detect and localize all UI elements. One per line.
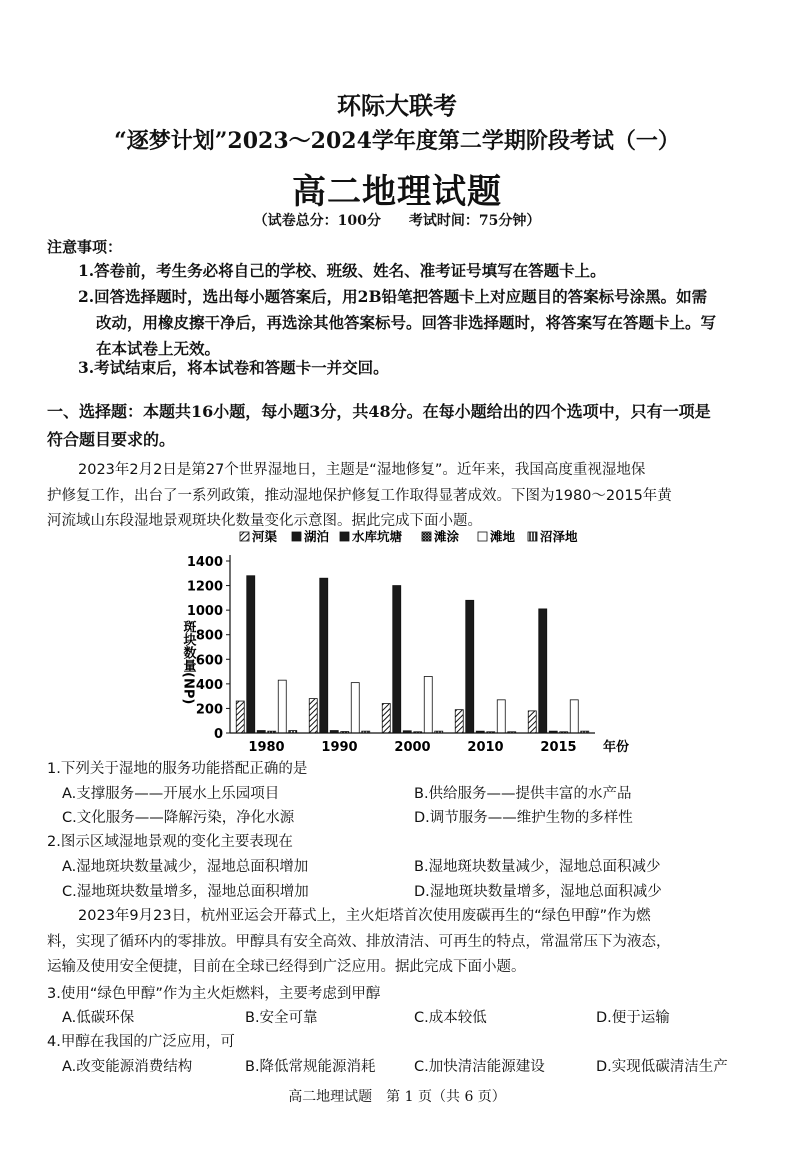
section-title-line: 符合题目要求的。 (47, 430, 176, 449)
question-stem: 2.图示区域湿地景观的变化主要表现在 (47, 834, 293, 850)
wetland-patch-chart (160, 525, 650, 755)
option-b: B.供给服务——提供丰富的水产品 (414, 786, 632, 802)
passage-line: 河流域山东段湿地景观斑块化数量变化示意图。据此完成下面小题。 (47, 513, 482, 529)
bars (236, 576, 589, 733)
x-axis (230, 733, 629, 755)
x-tick-label: 2000 (394, 740, 431, 755)
y-tick-label: 0 (213, 727, 223, 742)
question-stem: 3.使用“绿色甲醇”作为主火炬燃料，主要考虑到甲醇 (47, 986, 381, 1002)
option-a: A.低碳环保 (62, 1010, 135, 1026)
chart-legend (240, 529, 578, 544)
option-c: C.加快清洁能源建设 (414, 1059, 545, 1075)
x-axis-label: 年份 (603, 740, 630, 755)
y-tick-label: 1400 (186, 555, 223, 570)
y-tick-label: 600 (195, 653, 223, 669)
passage-line: 2023年2月2日是第27个世界湿地日，主题是“湿地修复”。近年来，我国高度重视湿地保 (78, 462, 646, 478)
bar-湖泊-1980 (247, 576, 255, 733)
x-tick-label: 1990 (321, 740, 358, 755)
page-footer: 高二地理试题 第 1 页（共 6 页） (288, 1089, 506, 1105)
y-axis-label: 斑块数量(NP) (180, 620, 196, 705)
option-b: B.湿地斑块数量减少，湿地总面积减少 (414, 859, 661, 875)
x-tick-label: 1980 (248, 740, 285, 755)
bar-河渠-2010 (455, 710, 463, 733)
note-item: 1.答卷前，考生务必将自己的学校、班级、姓名、准考证号填写在答题卡上。 (78, 261, 606, 280)
option-d: D.调节服务——维护生物的多样性 (414, 810, 633, 826)
bar-河渠-1980 (236, 701, 244, 733)
exam-info: （试卷总分：100分 考试时间：75分钟） (253, 213, 541, 229)
legend-label: 滩地 (490, 529, 516, 544)
x-tick-label: 2015 (540, 740, 577, 755)
option-d: D.湿地斑块数量增多，湿地总面积减少 (414, 884, 662, 900)
option-b: B.降低常规能源消耗 (245, 1059, 376, 1075)
bar-河渠-1990 (309, 699, 317, 733)
legend-swatch (340, 532, 349, 541)
passage-line: 2023年9月23日，杭州亚运会开幕式上，主火炬塔首次使用废碳再生的“绿色甲醇”作为燃 (78, 908, 651, 924)
page-title: 高二地理试题 (292, 172, 502, 212)
legend-swatch (478, 532, 487, 541)
option-c: C.成本较低 (414, 1010, 487, 1026)
passage-line: 护修复工作，出台了一系列政策，推动湿地保护修复工作取得显著成效。下图为1980～2015年黄 (47, 488, 672, 504)
bar-湖泊-2010 (466, 600, 474, 733)
legend-swatch (528, 532, 537, 541)
bar-河渠-2015 (528, 711, 536, 733)
legend-swatch (292, 532, 301, 541)
option-d: D.便于运输 (596, 1010, 670, 1026)
legend-label: 水库坑塘 (352, 529, 403, 544)
bar-河渠-2000 (382, 704, 390, 733)
bar-滩地-2015 (570, 700, 578, 733)
exam-org-title: 环际大联考 (337, 91, 457, 120)
notes-heading: 注意事项： (47, 238, 123, 256)
y-axis (181, 555, 231, 742)
bar-湖泊-2000 (393, 586, 401, 733)
note-item: 2.回答选择题时，选出每小题答案后，用2B铅笔把答题卡上对应题目的答案标号涂黑。如需 (78, 287, 708, 306)
y-tick-label: 1000 (186, 604, 223, 620)
bar-湖泊-1990 (320, 578, 328, 733)
y-tick-label: 1200 (186, 579, 223, 595)
option-d: D.实现低碳清洁生产 (596, 1059, 728, 1075)
section-title-line: 一、选择题：本题共16小题，每小题3分，共48分。在每小题给出的四个选项中，只有一项是 (47, 402, 711, 421)
legend-label: 滩涂 (434, 529, 460, 544)
option-c: C.文化服务——降解污染，净化水源 (62, 810, 295, 826)
bar-滩地-1990 (351, 683, 359, 733)
legend-label: 沼泽地 (540, 529, 578, 544)
option-c: C.湿地斑块数量增多，湿地总面积增加 (62, 884, 309, 900)
legend-swatch (240, 532, 249, 541)
passage-line: 料，实现了循环内的零排放。甲醇具有安全高效、排放清洁、可再生的特点，常温常压下为液态， (47, 934, 671, 950)
section-title (47, 398, 761, 454)
passage-line: 运输及使用安全便捷，目前在全球已经得到广泛应用。据此完成下面小题。 (47, 959, 526, 975)
bar-滩地-1980 (278, 680, 286, 733)
legend-label: 河渠 (252, 529, 278, 544)
x-tick-label: 2010 (467, 740, 504, 755)
bar-湖泊-2015 (539, 609, 547, 733)
legend-label: 湖泊 (304, 529, 330, 544)
y-tick-label: 200 (195, 702, 223, 718)
note-item: 改动，用橡皮擦干净后，再选涂其他答案标号。回答非选择题时，将答案写在答题卡上。写 (96, 313, 717, 332)
note-item: 3.考试结束后，将本试卷和答题卡一并交回。 (78, 358, 389, 377)
bar-滩地-2000 (424, 676, 432, 733)
option-a: A.改变能源消费结构 (62, 1059, 193, 1075)
y-tick-label: 800 (195, 628, 223, 644)
y-tick-label: 400 (195, 677, 223, 693)
question-stem: 4.甲醇在我国的广泛应用，可 (47, 1034, 235, 1050)
legend-swatch (422, 532, 431, 541)
question-stem: 1.下列关于湿地的服务功能搭配正确的是 (47, 761, 308, 777)
exam-name: “逐梦计划”2023～2024学年度第二学期阶段考试（一） (114, 128, 680, 154)
option-b: B.安全可靠 (245, 1010, 318, 1026)
option-a: A.湿地斑块数量减少，湿地总面积增加 (62, 859, 309, 875)
option-a: A.支撑服务——开展水上乐园项目 (62, 786, 280, 802)
bar-滩地-2010 (497, 700, 505, 733)
note-item: 在本试卷上无效。 (96, 339, 221, 358)
